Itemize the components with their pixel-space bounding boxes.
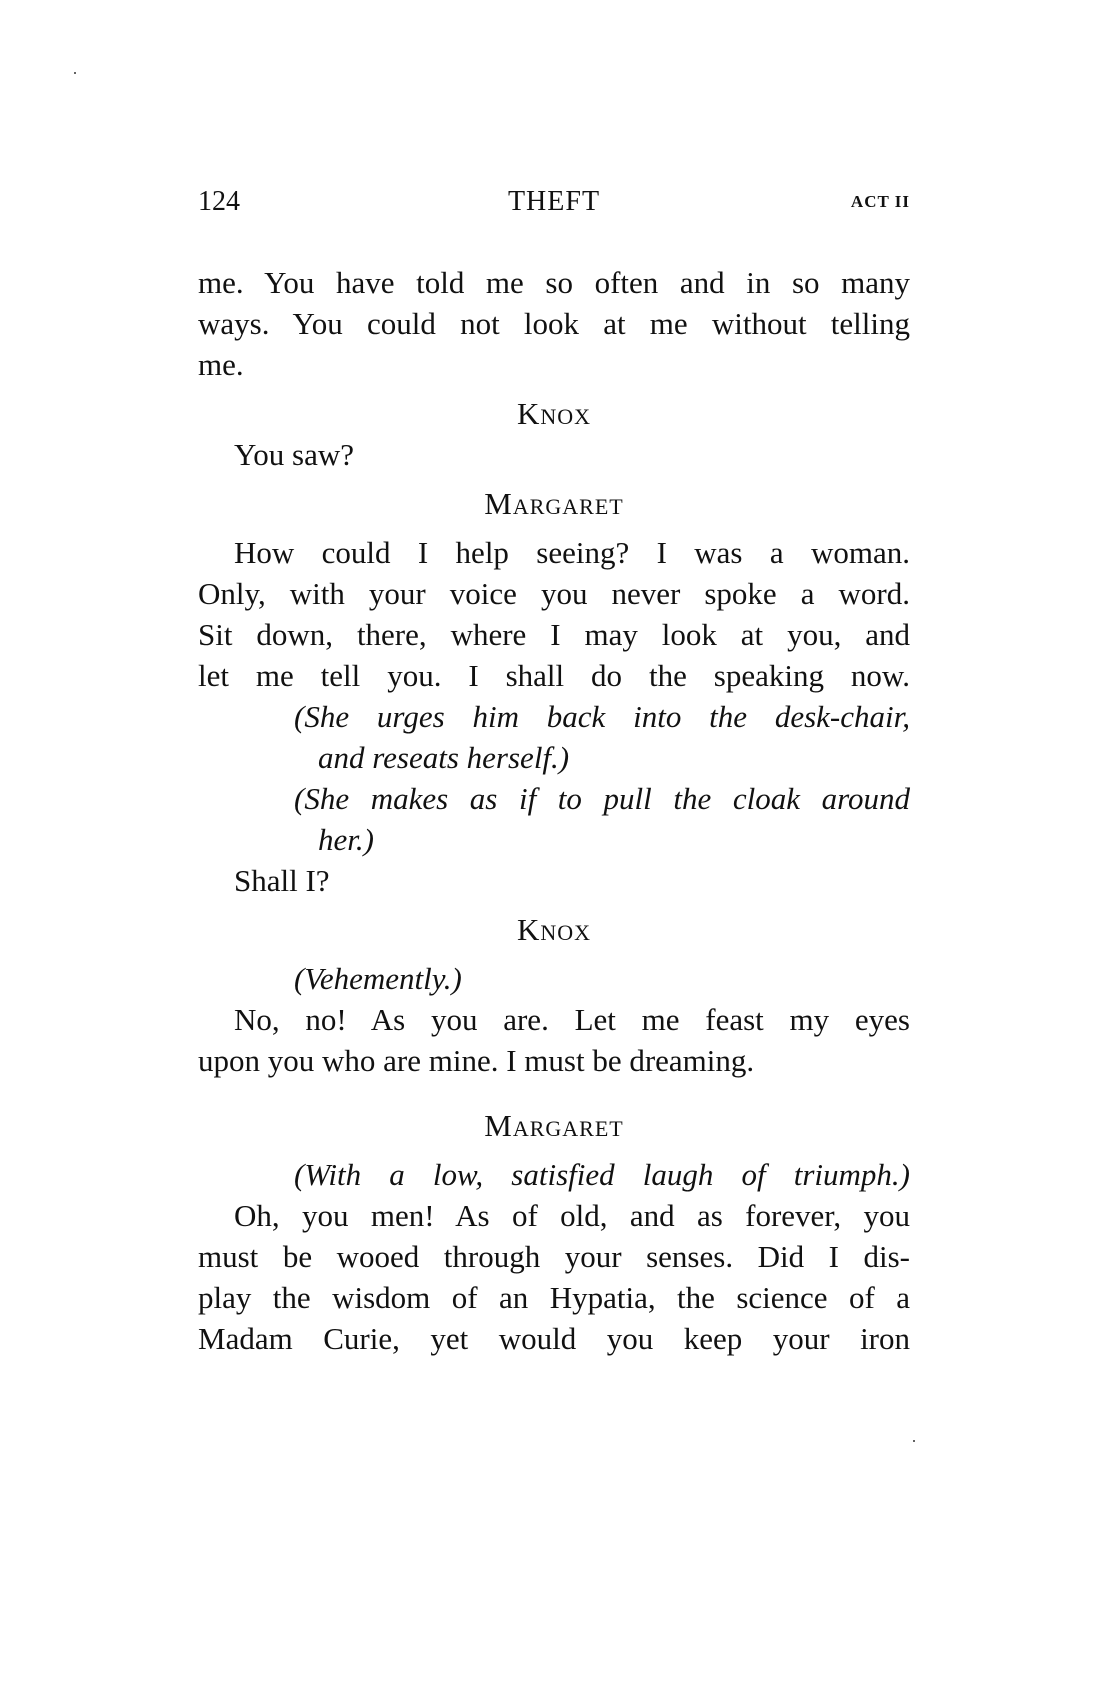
speaker-name: Margaret	[484, 486, 624, 521]
text-line: You saw?	[234, 437, 355, 472]
text-line: How could I help seeing? I was a woman.	[234, 535, 910, 570]
stage-direction: (With a low, satisfied laugh of triumph.)	[294, 1157, 910, 1192]
page-speck	[74, 72, 76, 74]
text-line: Sit down, there, where I may look at you, and	[198, 617, 910, 652]
text-line: ways. You could not look at me without telling	[198, 306, 910, 341]
stage-direction: (She urges him back into the desk-chair,	[294, 699, 910, 734]
stage-direction: her.)	[318, 822, 374, 857]
text-line: play the wisdom of an Hypatia, the science of a	[198, 1280, 910, 1315]
text-line: me. You have told me so often and in so many	[198, 265, 910, 300]
text-line: must be wooed through your senses. Did I dis-	[198, 1239, 910, 1274]
running-header	[198, 186, 910, 226]
text-line: Shall I?	[234, 863, 330, 898]
stage-direction: and reseats herself.)	[318, 740, 570, 775]
text-line: upon you who are mine. I must be dreaming.	[198, 1043, 755, 1078]
page-body	[198, 262, 910, 1359]
text-line: Oh, you men! As of old, and as forever, you	[234, 1198, 910, 1233]
speaker-name: Knox	[516, 396, 592, 431]
speaker-name: Knox	[516, 912, 592, 947]
page-number: 124	[198, 186, 240, 217]
text-line: Madam Curie, yet would you keep your iron	[198, 1321, 910, 1356]
text-line: Only, with your voice you never spoke a word.	[198, 576, 910, 611]
act-label: ACT II	[850, 192, 910, 211]
running-title: THEFT	[507, 186, 601, 217]
text-line: me.	[198, 347, 244, 382]
stage-direction: (Vehemently.)	[294, 961, 462, 996]
page-speck	[913, 1440, 915, 1442]
stage-direction: (She makes as if to pull the cloak around	[294, 781, 910, 816]
speaker-name: Margaret	[484, 1108, 624, 1143]
text-line: let me tell you. I shall do the speaking now.	[198, 658, 910, 693]
text-line: No, no! As you are. Let me feast my eyes	[234, 1002, 910, 1037]
